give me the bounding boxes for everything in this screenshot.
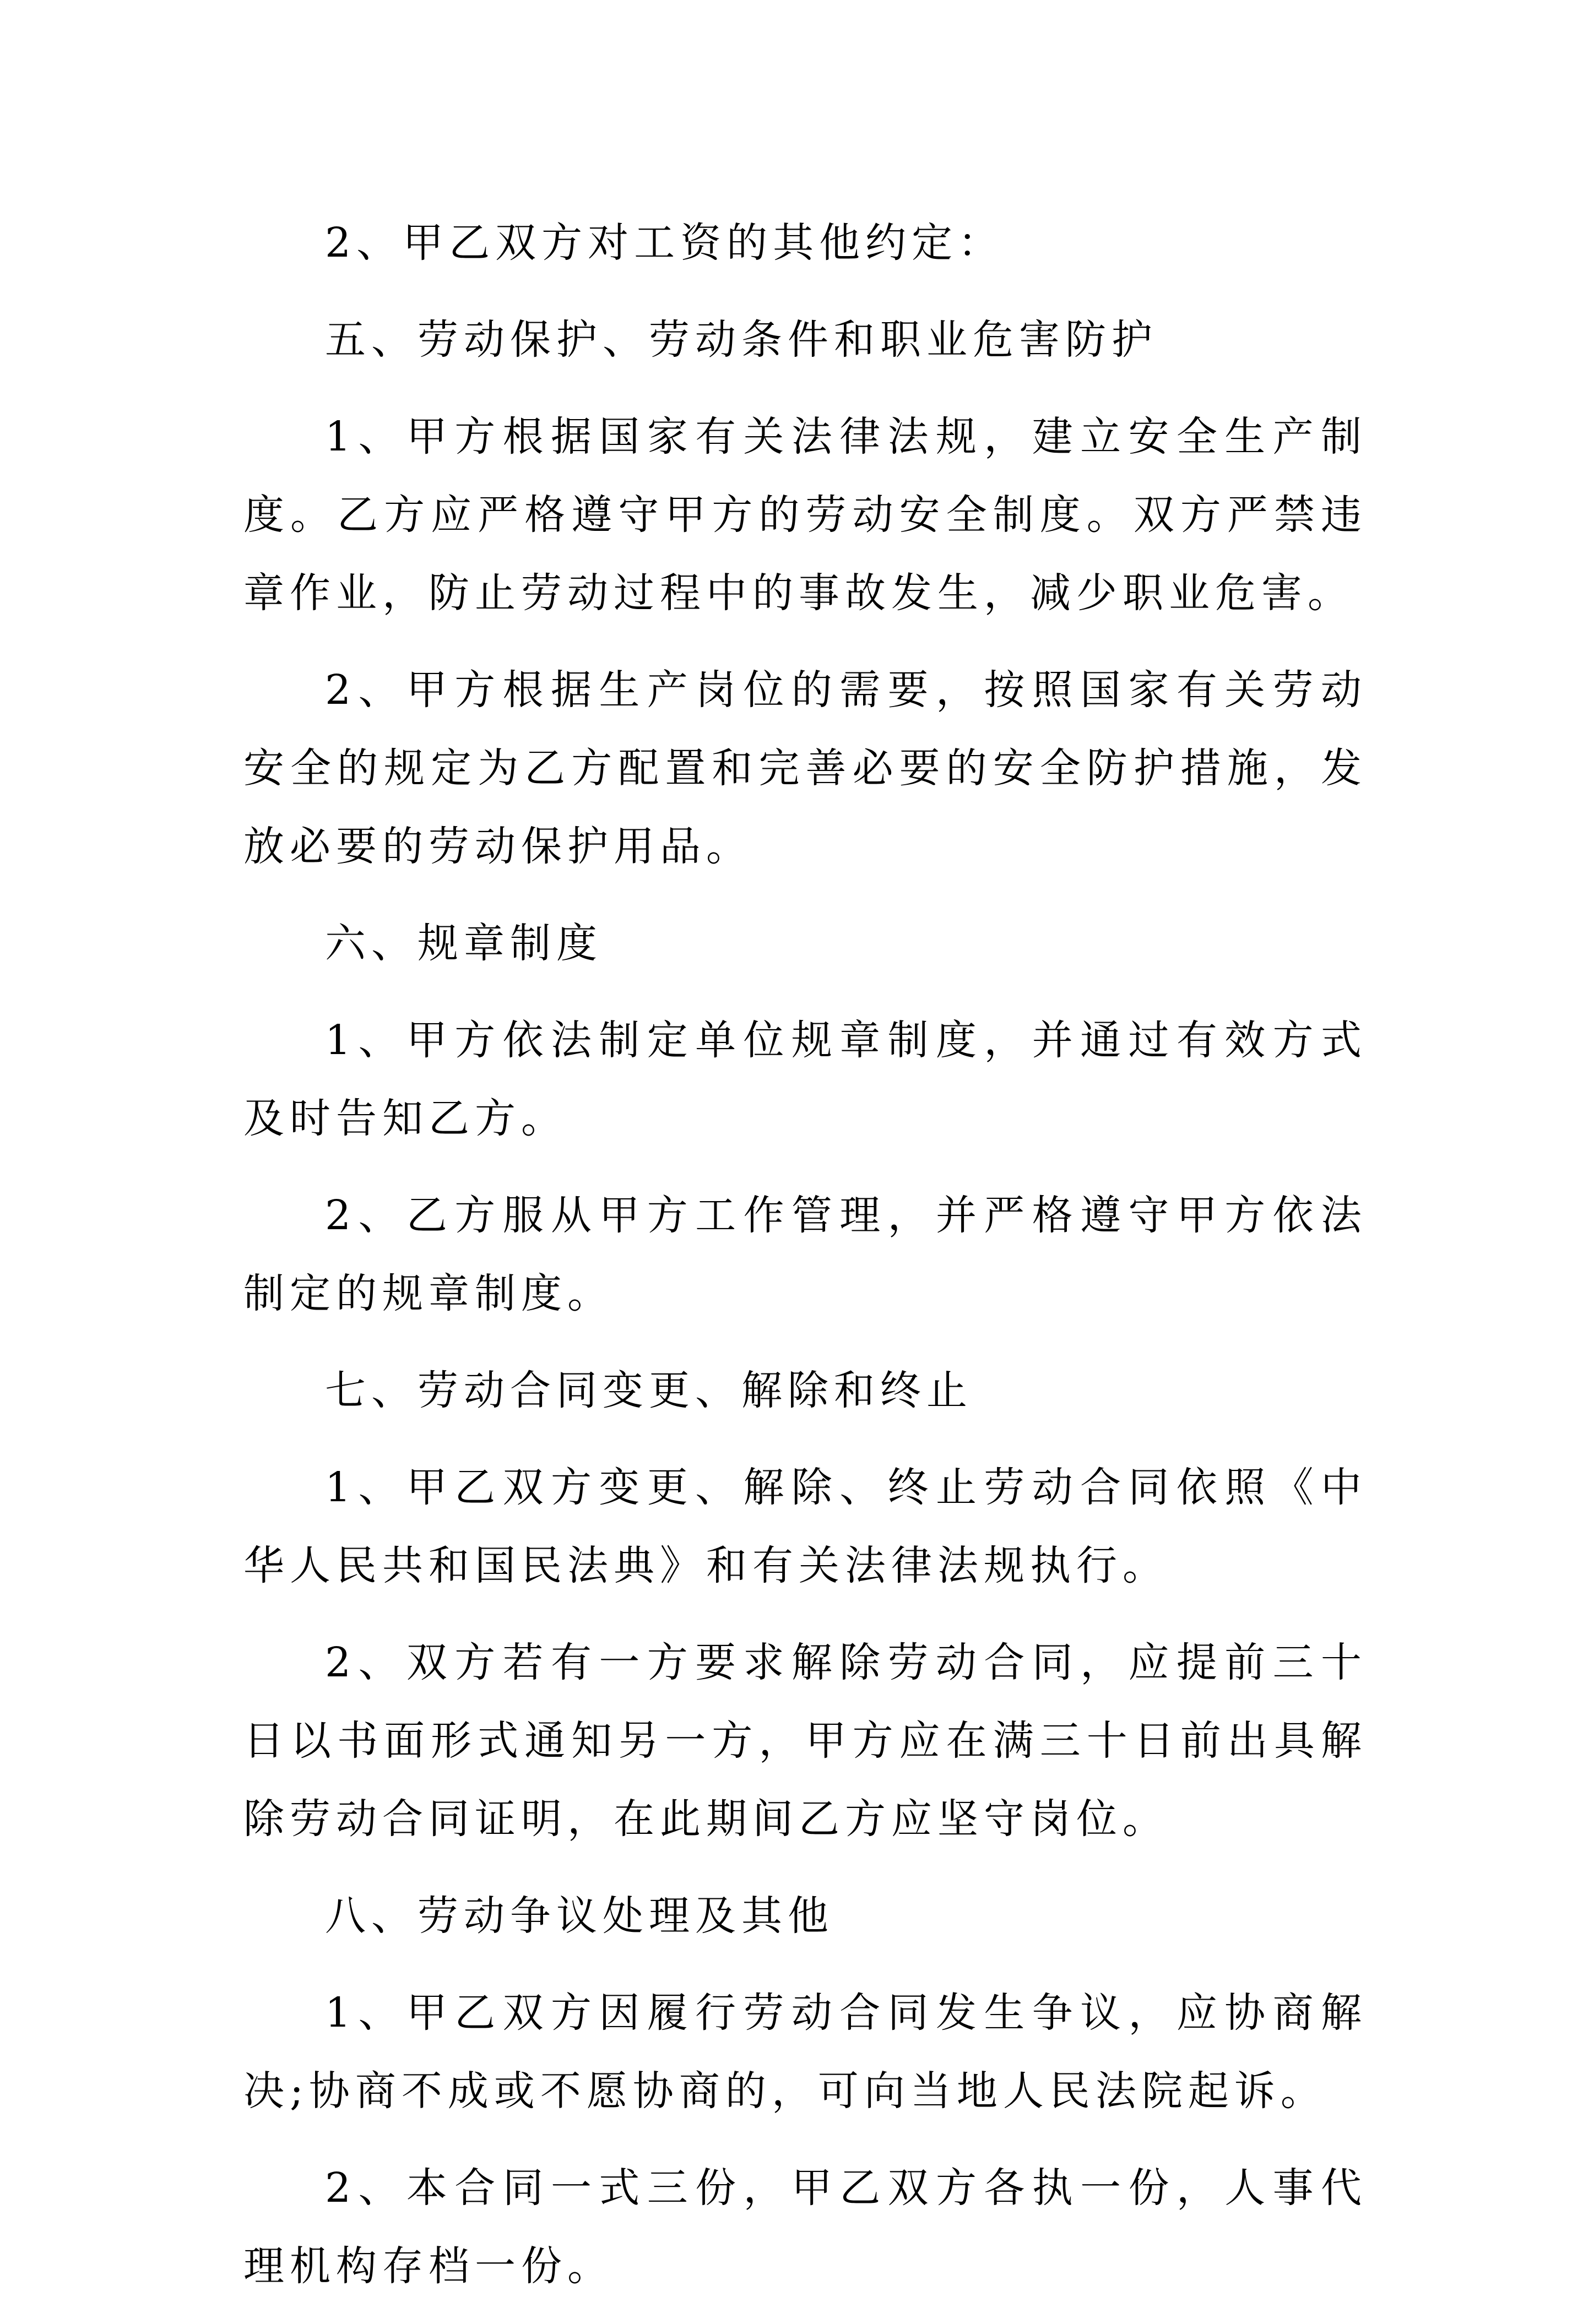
section-heading-contract-changes: 七、劳动合同变更、解除和终止 — [325, 1367, 973, 1414]
section-heading-rules: 六、规章制度 — [325, 920, 603, 967]
paragraph-contract-copies: 2、本合同一式三份，甲乙双方各执一份，人事代理机构存档一份。 — [243, 2164, 1367, 2290]
paragraph-dispute-resolution: 1、甲乙双方因履行劳动合同发生争议，应协商解决;协商不成或不愿协商的，可向当地人民法院起诉。 — [243, 1989, 1367, 2115]
section-heading-labor-protection: 五、劳动保护、劳动条件和职业危害防护 — [325, 316, 1158, 363]
paragraph-rules-compliance: 2、乙方服从甲方工作管理，并严格遵守甲方依法制定的规章制度。 — [243, 1192, 1367, 1317]
paragraph-rules-notice: 1、甲方依法制定单位规章制度，并通过有效方式及时告知乙方。 — [243, 1017, 1367, 1142]
section-heading-disputes: 八、劳动争议处理及其他 — [325, 1892, 834, 1940]
paragraph-contract-legal-basis: 1、甲乙双方变更、解除、终止劳动合同依照《中华人民共和国民法典》和有关法律法规执行。 — [243, 1464, 1367, 1589]
paragraph-contract-termination-notice: 2、双方若有一方要求解除劳动合同，应提前三十日以书面形式通知另一方，甲方应在满三十日前出具解除劳动合同证明，在此期间乙方应坚守岗位。 — [243, 1639, 1367, 1843]
paragraph-safety-measures: 2、甲方根据生产岗位的需要，按照国家有关劳动安全的规定为乙方配置和完善必要的安全防护措施，发放必要的劳动保护用品。 — [243, 666, 1367, 870]
document-body — [243, 204, 1367, 2324]
paragraph-wage-other-agreement: 2、甲乙双方对工资的其他约定： — [325, 219, 1005, 267]
paragraph-safety-system: 1、甲方根据国家有关法律法规，建立安全生产制度。乙方应严格遵守甲方的劳动安全制度。双方严禁违章作业，防止劳动过程中的事故发生，减少职业危害。 — [243, 413, 1367, 617]
